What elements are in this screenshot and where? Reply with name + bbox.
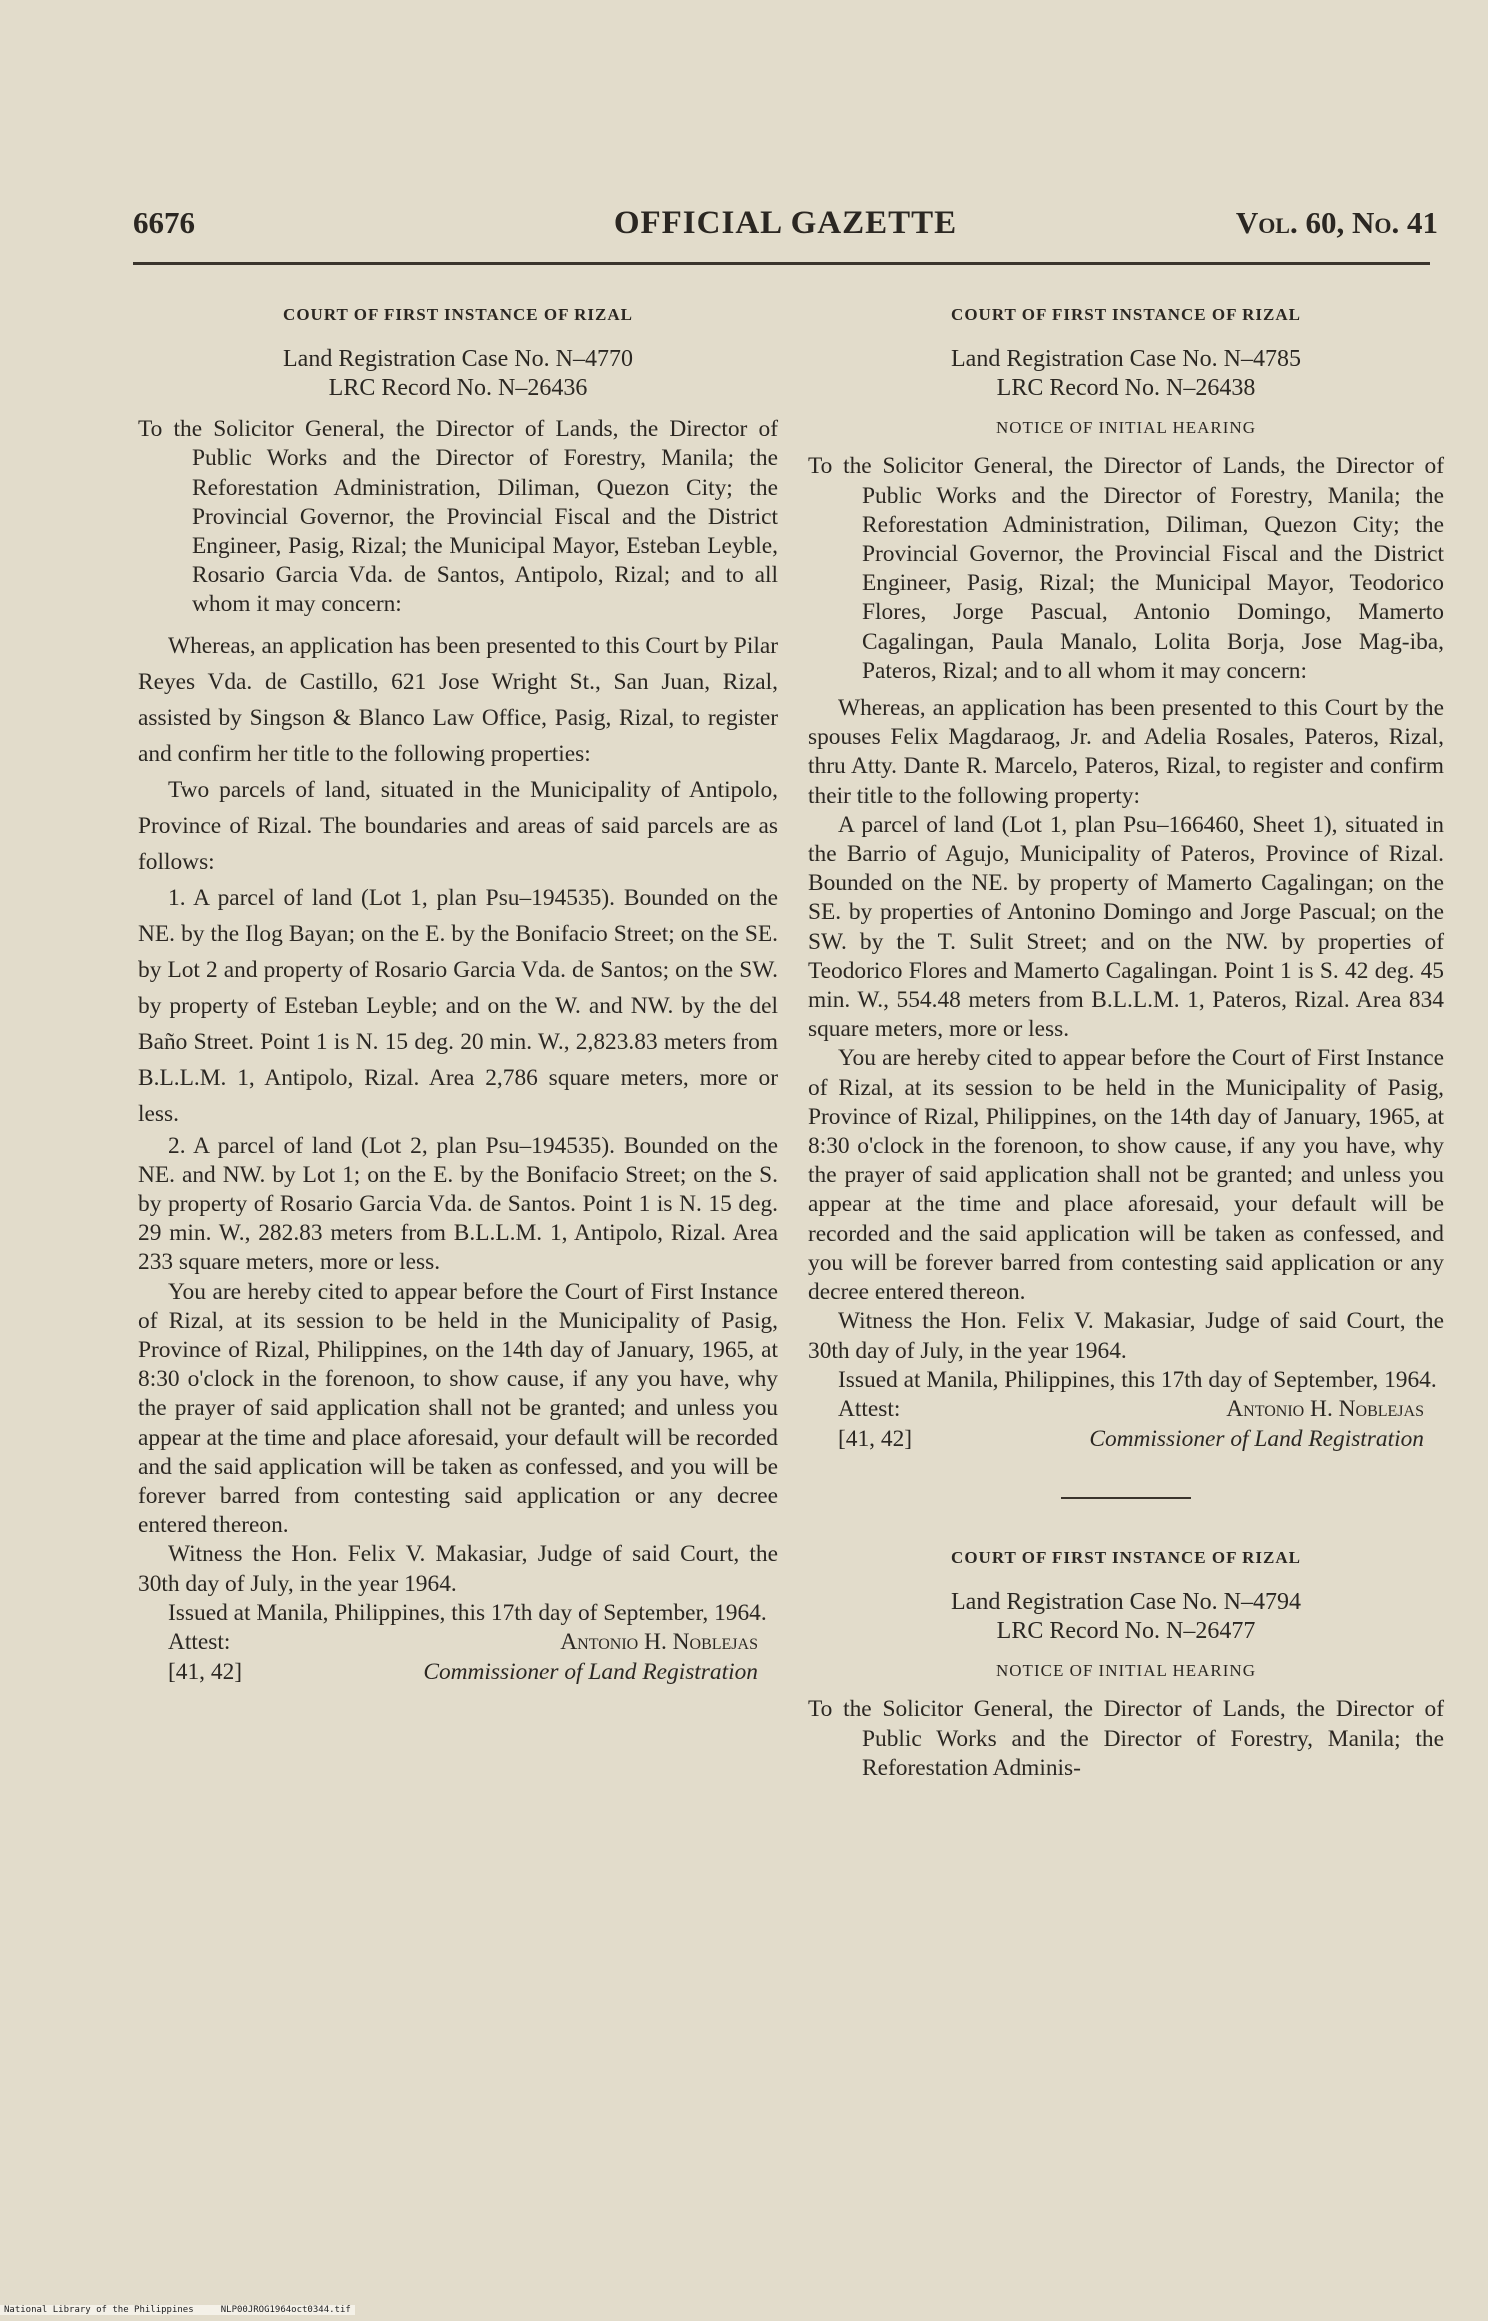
- record-number: LRC Record No. N–26438: [996, 375, 1256, 402]
- page-header: [133, 205, 1438, 265]
- parcels-paragraph: Two parcels of land, situated in the Municipality of Antipolo, Province of Rizal. The boundaries and areas of said parcels are as follows:: [138, 776, 778, 875]
- case-number-2: Land Registration Case No. N–4794: [951, 1589, 1301, 1616]
- record-number: LRC Record No. N–26436: [328, 375, 588, 402]
- parcel-1-paragraph: 1. A parcel of land (Lot 1, plan Psu–194535). Bounded on the NE. by the Ilog Bayan; on the E. by the Bonifacio Street; on the SE. by Lot 2 and property of Rosario Garcia Vda. de Santos; on the SW. by property of Esteban Leyble; and on the W. and NW. by the del Baño Street. Point 1 is N. 15 deg. 20 min. W., 2,823.83 meters from B.L.L.M. 1, Antipolo, Rizal. Area 2,786 square meters, more or less.: [138, 884, 778, 1127]
- attest-title-line: [138, 1658, 778, 1688]
- citation-paragraph: You are hereby cited to appear before the Court of First Instance of Rizal, at its session to be held in the Municipality of Pasig, Province of Rizal, Philippines, on the 14th day of January, 1965, at 8:30 o'clock in the forenoon, to show cause, if any you have, why the prayer of said application shall not be granted; and unless you appear at the time and place aforesaid, your default will be recorded and the said application will be taken as confessed, and you will be forever barred from contesting said application or any decree entered thereon.: [138, 1278, 778, 1539]
- section-separator: [1061, 1497, 1191, 1499]
- scan-footer: National Library of the Philippines NLP00JROG1964oct0344.tif: [0, 2305, 355, 2315]
- issued-paragraph: Issued at Manila, Philippines, this 17th day of September, 1964.: [838, 1366, 1437, 1393]
- right-column: [808, 292, 1444, 1791]
- court-heading: COURT OF FIRST INSTANCE OF RIZAL: [951, 305, 1301, 324]
- publication-title: OFFICIAL GAZETTE: [613, 205, 958, 241]
- notice-address: To the Solicitor General, the Director of Lands, the Director of Public Works and the Director of Forestry, Manila; the Reforestation Administration, Diliman, Quezon City; the Provincial Governor, the Provincial Fiscal and the District Engineer, Pasig, Rizal; the Municipal Mayor, Esteban Leyble, Rosario Garcia Vda. de Santos, Antipolo, Rizal; and to all whom it may concern:: [138, 416, 778, 618]
- attest-title: Commissioner of Land Registration: [1089, 1425, 1424, 1452]
- attest-line: [808, 1395, 1444, 1425]
- case-number: Land Registration Case No. N–4785: [951, 346, 1301, 373]
- attest-name: Antonio H. Noblejas: [560, 1629, 758, 1656]
- citation-paragraph: You are hereby cited to appear before the Court of First Instance of Rizal, at its session to be held in the Municipality of Pasig, Province of Rizal, Philippines, on the 14th day of January, 1965, at 8:30 o'clock in the forenoon, to show cause, if any you have, why the prayer of said application shall not be granted; and unless you appear at the time and place aforesaid, your default will be recorded and the said application will be taken as confessed, and you will be forever barred from contesting said application or any decree entered thereon.: [808, 1045, 1444, 1306]
- page-number: 6676: [133, 205, 195, 240]
- witness-paragraph: Witness the Hon. Felix V. Makasiar, Judge of said Court, the 30th day of July, in the year 1964.: [138, 1541, 778, 1597]
- record-number-2: LRC Record No. N–26477: [996, 1618, 1256, 1645]
- notice-address: To the Solicitor General, the Director of Lands, the Director of Public Works and the Director of Forestry, Manila; the Reforestation Administration, Diliman, Quezon City; the Provincial Governor, the Provincial Fiscal and the District Engineer, Pasig, Rizal; the Municipal Mayor, Teodorico Flores, Jorge Pascual, Antonio Domingo, Mamerto Cagalingan, Paula Manalo, Lolita Borja, Jose Mag-iba, Pateros, Rizal; and to all whom it may concern:: [808, 453, 1444, 684]
- parcel-paragraph: A parcel of land (Lot 1, plan Psu–166460, Sheet 1), situated in the Barrio of Agujo, Municipality of Pateros, Province of Rizal. Bounded on the NE. by property of Mamerto Cagalingan; on the SE. by properties of Antonino Domingo and Jorge Pascual; on the SW. by the T. Sulit Street; and on the NW. by properties of Teodorico Flores and Mamerto Cagalingan. Point 1 is S. 42 deg. 45 min. W., 554.48 meters from B.L.L.M. 1, Pateros, Rizal. Area 834 square meters, more or less.: [808, 811, 1444, 1043]
- application-paragraph: Whereas, an application has been presented to this Court by Pilar Reyes Vda. de Castillo, 621 Jose Wright St., San Juan, Rizal, assisted by Singson & Blanco Law Office, Pasig, Rizal, to register and confirm her title to the following properties:: [138, 632, 778, 767]
- case-number: Land Registration Case No. N–4770: [283, 346, 633, 373]
- issue-reference: [41, 42]: [168, 1659, 243, 1686]
- attest-title: Commissioner of Land Registration: [423, 1659, 758, 1686]
- header-rule: [133, 262, 1430, 265]
- application-paragraph: Whereas, an application has been presented to this Court by the spouses Felix Magdaraog, Jr. and Adelia Rosales, Pateros, Rizal, thru Atty. Dante R. Marcelo, Pateros, Rizal, to register and confirm their title to the following property:: [808, 695, 1444, 809]
- volume-number: Vol. 60, No. 41: [1235, 205, 1438, 240]
- notice-heading-2: NOTICE OF INITIAL HEARING: [996, 1661, 1256, 1681]
- parcel-2-paragraph: 2. A parcel of land (Lot 2, plan Psu–194535). Bounded on the NE. and NW. by Lot 1; on the E. by the Bonifacio Street; on the S. by property of Rosario Garcia Vda. de Santos. Point 1 is N. 15 deg. 29 min. W., 282.83 meters from B.L.L.M. 1, Antipolo, Rizal. Area 233 square meters, more or less.: [138, 1132, 778, 1276]
- attest-title-line: [808, 1425, 1444, 1455]
- court-heading-2: COURT OF FIRST INSTANCE OF RIZAL: [951, 1547, 1301, 1567]
- notice-heading: NOTICE OF INITIAL HEARING: [996, 418, 1256, 438]
- left-column: [138, 292, 778, 1688]
- court-heading: COURT OF FIRST INSTANCE OF RIZAL: [283, 305, 633, 324]
- attest-name: Antonio H. Noblejas: [1226, 1395, 1424, 1422]
- attest-line: [138, 1628, 778, 1658]
- witness-paragraph: Witness the Hon. Felix V. Makasiar, Judge of said Court, the 30th day of July, in the year 1964.: [808, 1308, 1444, 1364]
- issue-reference: [41, 42]: [838, 1425, 913, 1452]
- attest-label: Attest:: [168, 1629, 231, 1656]
- notice-address-2: To the Solicitor General, the Director of Lands, the Director of Public Works and the Director of Forestry, Manila; the Reforestation Adminis-: [808, 1696, 1444, 1781]
- attest-label: Attest:: [838, 1395, 901, 1422]
- issued-paragraph: Issued at Manila, Philippines, this 17th day of September, 1964.: [168, 1599, 767, 1626]
